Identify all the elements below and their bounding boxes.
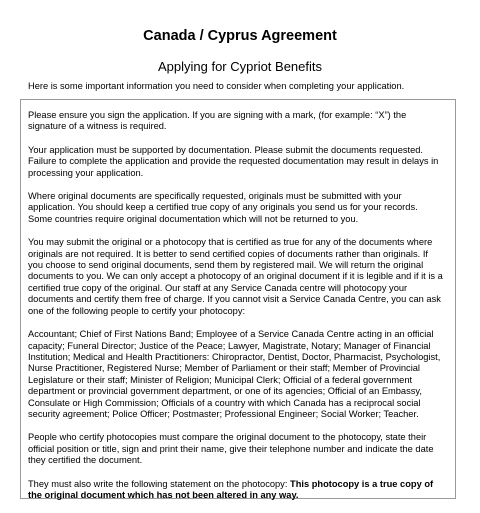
info-paragraph (28, 432, 452, 466)
info-paragraph (28, 145, 452, 179)
paragraph-line: processing your application. (28, 167, 144, 178)
paragraph-line: Institution; Medical and Health Practitioners: Chiropractor, Dentist, Doctor, Pharmacist, Psychologist, (28, 351, 441, 362)
certification-statement-part-1: This photocopy is a true copy of (290, 478, 434, 489)
paragraph-line: documents to you. We can only accept a photocopy of an original document if it is legible and if it is a (28, 271, 443, 282)
paragraph-line: Consulate or High Commission; Officials of a country with which Canada has a reciprocal social (28, 397, 421, 408)
paragraph-line: documents and certify them free of charge. If you cannot visit a Service Canada Centre, you can ask (28, 294, 441, 305)
paragraph-line: application. You should keep a certified true copy of any originals you send us for your records. (28, 202, 418, 213)
paragraph-line: official position or title, sign and print their name, give their telephone number and indicate the date (28, 443, 434, 454)
paragraph-line: originals are not required. It is better to send certified copies of documents rather than originals. If (28, 248, 428, 259)
paragraph-line: Please ensure you sign the application. If you are signing with a mark, (for example: “X”) the (28, 110, 407, 120)
paragraph-line: Failure to complete the application and provide the requested documentation may result in delays in (28, 156, 439, 167)
document-subtitle: Applying for Cypriot Benefits (157, 59, 323, 74)
paragraph-line: Legislature or their staff; Minister of Religion; Municipal Clerk; Official of a federal government (28, 374, 413, 385)
paragraph-line: they certified the document. (28, 455, 143, 466)
paragraph-line: capacity; Funeral Director; Justice of the Peace; Lawyer, Magistrate, Notary; Manager of Financial (28, 340, 431, 351)
information-box-content (28, 110, 452, 513)
paragraph-line: Accountant; Chief of First Nations Band; Employee of a Service Canada Centre acting in an official (28, 329, 434, 340)
paragraph-list (28, 110, 452, 467)
paragraph-line: you choose to send original documents, send them by registered mail. We will return the original (28, 260, 424, 271)
certification-statement-part-2: the original document which has not been altered in any way. (28, 489, 299, 500)
paragraph-line: one of the following people to certify your photocopy: (28, 305, 246, 316)
document-title: Canada / Cyprus Agreement (143, 28, 337, 44)
intro-text: Here is some important information you need to consider when completing your application. (28, 81, 405, 91)
paragraph-line: Where original documents are specifically requested, originals must be submitted with your (28, 191, 402, 202)
final-paragraph-line-1 (28, 479, 452, 490)
paragraph-line: department or provincial government department, or one of its agencies; Official of an Embassy, (28, 386, 422, 397)
paragraph-line: Nurse Practitioner, Registered Nurse; Member of Parliament or their staff; Member of Provincial (28, 363, 420, 374)
paragraph-line: You may submit the original or a photocopy that is certified as true for any of the documents where (28, 237, 433, 248)
paragraph-line: certified true copy of the original. Our staff at any Service Canada centre will photocopy your (28, 282, 408, 293)
final-paragraph (28, 479, 452, 502)
info-paragraph (28, 191, 452, 225)
info-paragraph (28, 110, 452, 133)
paragraph-line: security agreement; Police Officer; Postmaster; Professional Engineer; Social Worker; Teacher. (28, 408, 419, 419)
paragraph-line: signature of a witness is required. (28, 121, 167, 132)
paragraph-line: Some countries require original documentation which will not be returned to you. (28, 213, 359, 224)
paragraph-line: Your application must be supported by documentation. Please submit the documents requested. (28, 144, 424, 155)
info-paragraph (28, 329, 452, 420)
information-box (20, 99, 456, 499)
paragraph-line: People who certify photocopies must compare the original document to the photocopy, state their (28, 432, 427, 443)
final-paragraph-text: They must also write the following statement on the photocopy: (28, 478, 291, 489)
info-paragraph (28, 237, 452, 317)
